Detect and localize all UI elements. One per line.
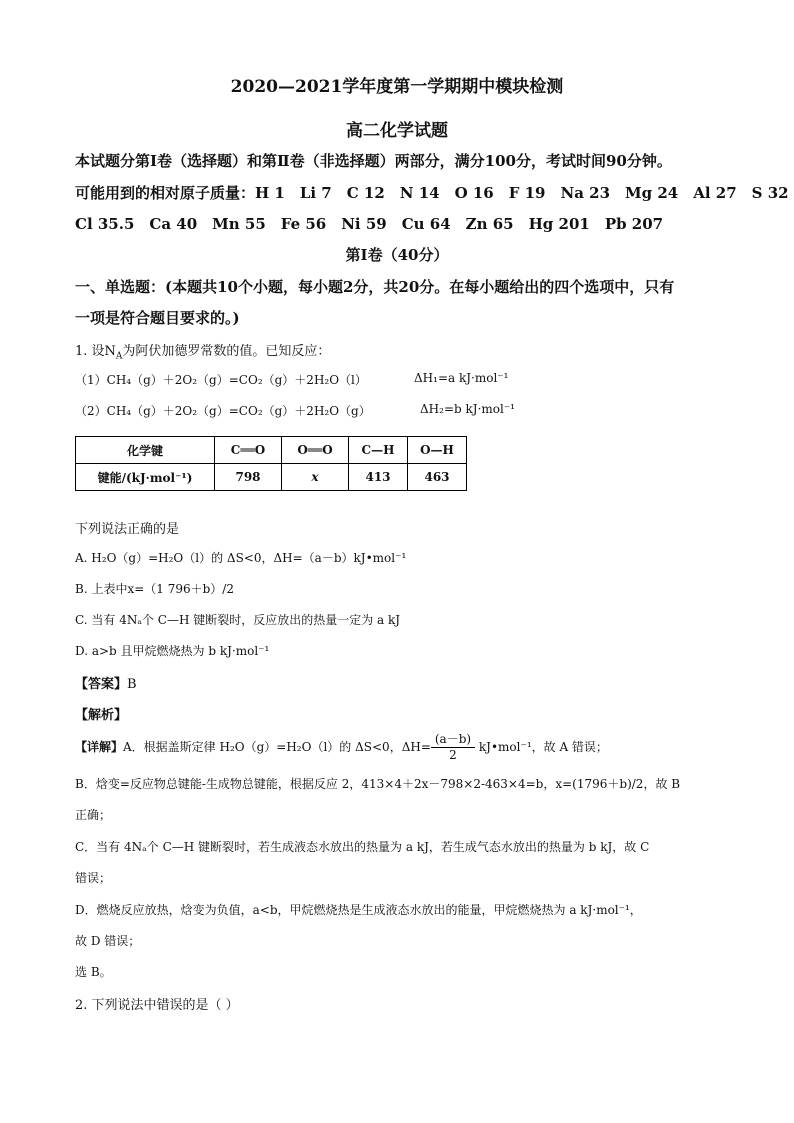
q1-detail-b-2: 正确； bbox=[75, 808, 112, 822]
table-row-label: 键能/(kJ·mol⁻¹) bbox=[76, 464, 215, 491]
q1-detail-d-2: 故 D 错误； bbox=[75, 934, 141, 948]
table-cell: 798 bbox=[215, 464, 282, 491]
fraction: $\frac{(a-b)}{2}$ bbox=[431, 732, 475, 763]
bond-energy-table bbox=[75, 436, 467, 491]
q1-reaction-2: （2）CH₄（g）＋2O₂（g）=CO₂（g）＋2H₂O（g） bbox=[75, 404, 371, 418]
section-instructions-2: 一项是符合题目要求的。) bbox=[75, 309, 240, 327]
table-row bbox=[76, 437, 467, 464]
q1-answer bbox=[75, 673, 137, 692]
q1-detail-b-1: B．焓变=反应物总键能-生成物总键能，根据反应 2，413×4＋2x－798×2-463×4=b，x=(1796＋b)/2，故 B bbox=[75, 777, 681, 791]
q1-reaction-2-enthalpy: ΔH₂=b kJ·mol⁻¹ bbox=[420, 402, 515, 416]
q1-reaction-1: （1）CH₄（g）＋2O₂（g）=CO₂（g）＋2H₂O（l） bbox=[75, 373, 367, 387]
atomic-mass-line-2: Cl 35.5 Ca 40 Mn 55 Fe 56 Ni 59 Cu 64 Zn 65 Hg 201 Pb 207 bbox=[75, 215, 664, 233]
q1-reaction-1-enthalpy: ΔH₁=a kJ·mol⁻¹ bbox=[414, 371, 509, 385]
table-row bbox=[76, 464, 467, 491]
q1-conclusion: 选 B。 bbox=[75, 965, 112, 979]
atomic-mass-line-1: 可能用到的相对原子质量：H 1 Li 7 C 12 N 14 O 16 F 19 Na 23 Mg 24 Al 27 S 32 bbox=[75, 184, 789, 202]
q1-detail-d-1: D．燃烧反应放热，焓变为负值，a<b，甲烷燃烧热是生成液态水放出的能量，甲烷燃烧热为 a kJ·mol⁻¹， bbox=[75, 903, 642, 917]
table-header-cell: O══O bbox=[282, 437, 349, 464]
answer-value: B bbox=[127, 677, 137, 692]
analysis-tag: 【解析】 bbox=[75, 708, 128, 723]
q2-stem: 2. 下列说法中错误的是（ ） bbox=[75, 998, 239, 1013]
section-title: 第Ⅰ卷（40分） bbox=[345, 246, 449, 264]
table-header-cell: C══O bbox=[215, 437, 282, 464]
answer-tag: 【答案】 bbox=[75, 677, 128, 692]
q1-detail-a: 【详解】A．根据盖斯定律 H₂O（g）=H₂O（l）的 ΔS<0，ΔH= $\frac{(a-b)}{2}$ kJ•mol⁻¹，故 A 错误； bbox=[75, 732, 608, 762]
section-instructions-1: 一、单选题：(本题共10个小题，每小题2分，共20分。在每小题给出的四个选项中，只有 bbox=[75, 278, 675, 296]
q1-stem: 1. 设$N_A$为阿伏加德罗常数的值。已知反应： bbox=[75, 344, 331, 362]
exam-title: 2020—2021学年度第一学期期中模块检测 bbox=[230, 77, 564, 97]
detail-tag: 【详解】 bbox=[75, 740, 124, 754]
intro-line-1: 本试题分第Ⅰ卷（选择题）和第Ⅱ卷（非选择题）两部分，满分100分，考试时间90分钟。 bbox=[75, 152, 672, 170]
table-header-cell: O—H bbox=[408, 437, 467, 464]
q1-option-b: B. 上表中x=（1 796＋b）/2 bbox=[75, 582, 234, 596]
q1-detail-c-2: 错误； bbox=[75, 871, 112, 885]
q1-option-d: D. a>b 且甲烷燃烧热为 b kJ·mol⁻¹ bbox=[75, 644, 270, 658]
table-cell: 413 bbox=[349, 464, 408, 491]
table-header-cell: 化学键 bbox=[76, 437, 215, 464]
table-cell: 463 bbox=[408, 464, 467, 491]
table-cell: x bbox=[282, 464, 349, 491]
q1-option-a: A. H₂O（g）=H₂O（l）的 ΔS<0，ΔH=（a－b）kJ•mol⁻¹ bbox=[75, 551, 407, 565]
table-header-cell: C—H bbox=[349, 437, 408, 464]
q1-option-c: C. 当有 4Nₐ个 C—H 键断裂时，反应放出的热量一定为 a kJ bbox=[75, 613, 401, 627]
q1-detail-c-1: C．当有 4Nₐ个 C—H 键断裂时，若生成液态水放出的热量为 a kJ，若生成气态水放出的热量为 b kJ，故 C bbox=[75, 840, 650, 854]
exam-subtitle: 高二化学试题 bbox=[346, 121, 448, 141]
q1-prompt: 下列说法正确的是 bbox=[75, 522, 180, 537]
